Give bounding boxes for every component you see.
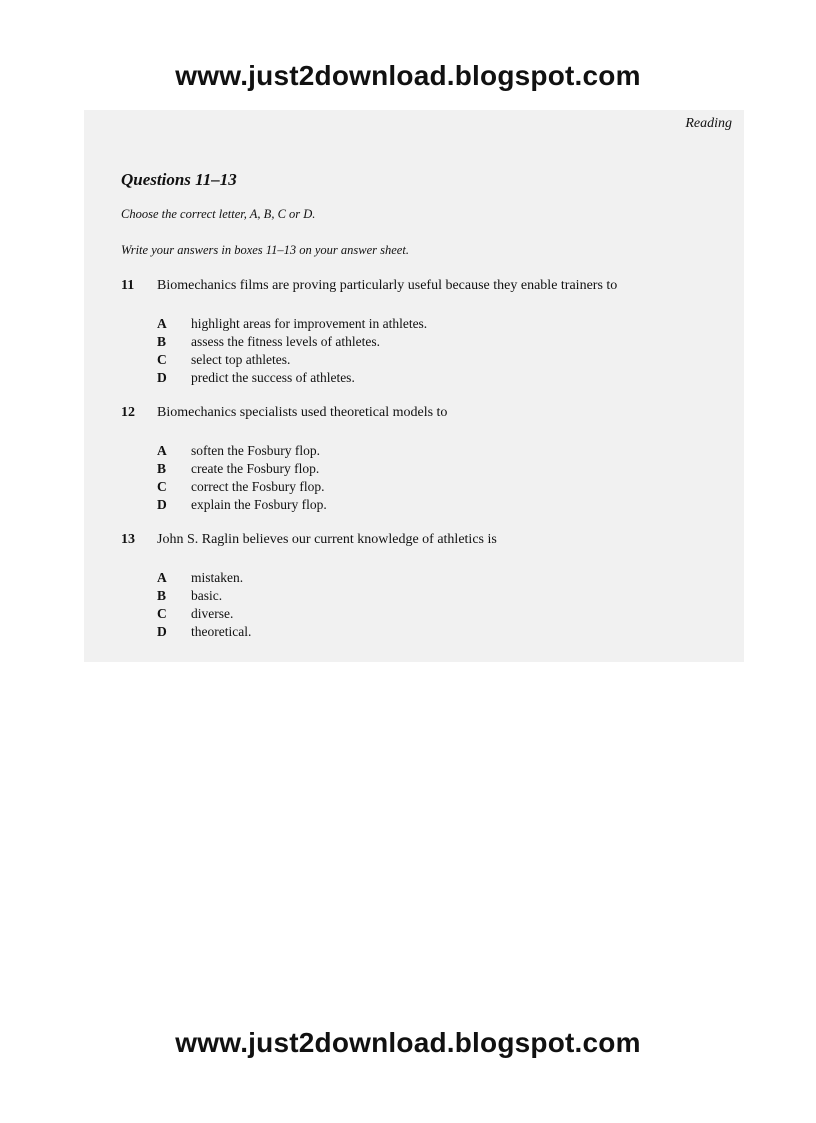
question-number: 13 bbox=[121, 532, 135, 547]
question-12-option-a bbox=[157, 442, 320, 460]
option-text: select top athletes. bbox=[191, 352, 291, 367]
option-text: highlight areas for improvement in athletes. bbox=[191, 316, 428, 331]
question-stem: Biomechanics specialists used theoretical models to bbox=[157, 405, 448, 420]
question-stem: Biomechanics films are proving particularly useful because they enable trainers to bbox=[157, 278, 618, 293]
question-12 bbox=[121, 405, 447, 421]
option-letter: B bbox=[157, 588, 167, 603]
option-letter: D bbox=[157, 370, 167, 385]
instruction-write-answers: Write your answers in boxes 11–13 on your answer sheet. bbox=[121, 243, 409, 257]
question-11 bbox=[121, 278, 617, 294]
option-letter: C bbox=[157, 606, 167, 621]
question-13-option-d bbox=[157, 623, 251, 641]
option-text: predict the success of athletes. bbox=[191, 370, 355, 385]
question-11-option-d bbox=[157, 369, 355, 387]
question-13-option-b bbox=[157, 587, 222, 605]
option-letter: C bbox=[157, 479, 167, 494]
question-13-option-a bbox=[157, 569, 243, 587]
question-number: 11 bbox=[121, 278, 135, 293]
option-text: soften the Fosbury flop. bbox=[191, 443, 320, 458]
question-12-option-c bbox=[157, 478, 324, 496]
option-letter: D bbox=[157, 497, 167, 512]
option-text: theoretical. bbox=[191, 624, 252, 639]
option-text: create the Fosbury flop. bbox=[191, 461, 320, 476]
option-letter: B bbox=[157, 334, 167, 349]
watermark-bottom: www.just2download.blogspot.com bbox=[175, 1027, 641, 1058]
question-12-option-b bbox=[157, 460, 319, 478]
option-text: explain the Fosbury flop. bbox=[191, 497, 327, 512]
question-12-option-d bbox=[157, 496, 327, 514]
option-letter: B bbox=[157, 461, 167, 476]
option-text: correct the Fosbury flop. bbox=[191, 479, 325, 494]
option-text: mistaken. bbox=[191, 570, 244, 585]
question-stem: John S. Raglin believes our current knowledge of athletics is bbox=[157, 532, 497, 547]
question-13 bbox=[121, 532, 497, 548]
option-text: basic. bbox=[191, 588, 223, 603]
option-text: diverse. bbox=[191, 606, 234, 621]
instruction-choose-letter: Choose the correct letter, A, B, C or D. bbox=[121, 207, 316, 221]
question-13-option-c bbox=[157, 605, 233, 623]
question-11-option-c bbox=[157, 351, 290, 369]
question-number: 12 bbox=[121, 405, 135, 420]
watermark-top: www.just2download.blogspot.com bbox=[175, 60, 641, 91]
question-11-option-b bbox=[157, 333, 380, 351]
option-letter: A bbox=[157, 570, 167, 585]
option-letter: A bbox=[157, 443, 167, 458]
option-text: assess the fitness levels of athletes. bbox=[191, 334, 380, 349]
question-11-option-a bbox=[157, 315, 427, 333]
option-letter: D bbox=[157, 624, 167, 639]
questions-heading: Questions 11–13 bbox=[121, 170, 237, 189]
section-label: Reading bbox=[685, 116, 732, 131]
option-letter: A bbox=[157, 316, 167, 331]
option-letter: C bbox=[157, 352, 167, 367]
